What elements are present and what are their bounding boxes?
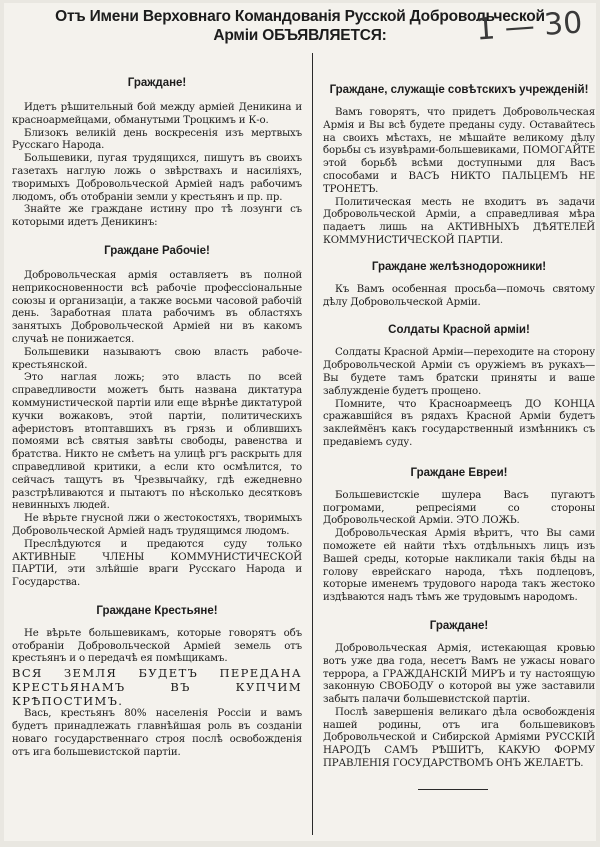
- paragraph: Большевики, пугая трудящихся, пишутъ въ своихъ газетахъ наглую ложь о звѣрствахъ и насиліяхъ, творимыхъ Добровольческой Арміей надъ рабочимъ людомъ, объ отобраніи земли у крестьянъ и пр. пр.: [12, 153, 302, 203]
- section-heading-peasants: Граждане Крестьяне!: [96, 604, 218, 617]
- paragraph: Вамъ говорятъ, что придетъ Добровольческая Армія и Вы всѣ будете преданы суду. Оставайтесь на своихъ мѣстахъ, не мѣшайте великому дѣлу борьбы съ изувѣрами-большевиками, ПОМОГАЙТЕ этой борьбѣ всѣми доступными для Васъ способами и ВАСЪ НИКТО ПАЛЬЦЕМЪ НЕ ТРОНЕТЪ.: [323, 107, 595, 195]
- paragraph: Идетъ рѣшительный бой между арміей Деникина и красноармейцами, обманутыми Троцкимъ и К-о.: [12, 102, 302, 126]
- paragraph: Близокъ великій день воскресенія изъ мертвыхъ Русскаго Народа.: [12, 127, 302, 152]
- left-column: [12, 53, 302, 835]
- paragraph: Большевистскіе шулера Васъ пугаютъ погромами, репресіями со стороны Добровольческой Арміи. ЭТО ЛОЖЬ.: [323, 489, 595, 527]
- paragraph-land-statement: ВСЯ ЗЕМЛЯ БУДЕТЪ ПЕРЕДАНА КРЕСТЬЯНАМЪ ВЪ КУПЧИМ КРѢПОСТИМЪ.: [12, 666, 302, 709]
- paragraph: Вась, крестьянъ 80% населенія Россіи и вамъ будетъ принадлежать главнѣйшая роль въ созданіи новаго государственнаго строя послѣ освобожденія отъ ига большевистской партіи.: [12, 708, 302, 758]
- paragraph: Добровольческая Армія вѣритъ, что Вы сами поможете ей найти тѣхъ отдѣльныхъ лицъ изъ Вашей среды, которые накликали такія бѣды на голову еврейскаго народа, тѣхъ подлецовъ, которые именемъ трудового народа такъ жестоко издѣваются надъ тѣмъ же трудовымъ народомъ.: [323, 528, 595, 604]
- paragraph: Добровольческая Армія, истекающая кровью вотъ уже два года, несетъ Вамъ не ужасы новаго террора, а ГРАЖДАНСКІЙ МИРЪ и ту настоящую законную СВОБОДУ о которой вы уже заставили забыть палачи большевистской партіи.: [323, 642, 595, 706]
- handwritten-note: 1 — 30: [474, 5, 584, 48]
- section-heading-citizens: Граждане!: [127, 77, 187, 89]
- paragraph: Преслѣдуются и предаются суду только АКТИВНЫЕ ЧЛЕНЫ КОММУНИСТИЧЕСКОЙ ПАРТІИ, эти злѣйшіе враги Русскаго Народа и Государства.: [12, 538, 302, 589]
- section-heading-railwaymen: Граждане желѣзнодорожники!: [371, 260, 547, 273]
- right-column: [323, 53, 595, 835]
- paragraph: Добровольческая армія оставляетъ въ полной неприкосновенности всѣ рабочіе профессіональные союзы и организаціи, а также восьми часовой рабочій день. Заработная плата рабочимъ въ областяхъ занятыхъ Добровольческой Арміей ни въ какомъ случаѣ не понижается.: [12, 269, 302, 345]
- columns-frame: [8, 53, 595, 835]
- proclamation-sheet: [4, 3, 596, 841]
- paragraph: Это наглая ложь; это власть по всей справедливости можетъ быть названа диктатура коммунистической партіи или еще вѣрнѣе диктатурой кучки вожаковъ, этой партіи, политическихъ аферистовъ втоптавшихъ въ грязь и облившихъ помоями всѣ святыя завѣты свободы, равенства и братства. Никто не смѣетъ на улицѣ ргъ раскрыть для справедливой критики, а если кто осмѣлится, то сейчасъ тащутъ въ Чрезвычайку, гдѣ ежедневно разстрѣливаются и пытаютъ по нѣсколько десятковъ невинныхъ людей.: [12, 372, 302, 512]
- section-heading-jews: Граждане Евреи!: [410, 466, 508, 479]
- section-heading-workers: Граждане Рабочіе!: [104, 244, 210, 257]
- paragraph: Къ Вамъ особенная просьба—помочь святому дѣлу Добровольческой Арміи.: [323, 283, 595, 308]
- paragraph: Помните, что Красноармеецъ ДО КОНЦА сражавшійся въ рядахъ Красной Арміи будетъ заклеймёнъ какъ государственный измѣнникъ съ предавіемъ суду.: [323, 398, 595, 448]
- paragraph: Политическая месть не входитъ въ задачи Добровольческой Арміи, а справедливая мѣра падаетъ лишь на АКТИВНЫХЪ ДѢЯТЕЛЕЙ КОММУНИСТИЧЕСКОЙ ПАРТІИ.: [323, 196, 595, 246]
- title-line-2: Арміи ОБЪЯВЛЯЕТСЯ:: [213, 27, 387, 44]
- title-line-1: Отъ Имени Верховнаго Командованія Русской Добровольческой: [55, 8, 545, 25]
- paragraph: Послѣ завершенія великаго дѣла освобожденія нашей родины, отъ ига большевиковъ Добровольческой и Сибирской Арміями РУССКІЙ НАРОДЪ САМЪ РѢШИТЪ, КАКУЮ ФОРМУ ПРАВЛЕНІЯ ГОСУДАРСТВОМЪ ОНЪ ЖЕЛАЕТЪ.: [323, 706, 595, 770]
- paragraph: Не вѣрьте гнусной лжи о жестокостяхъ, творимыхъ Добровольческой Арміей надъ трудящимся людомъ.: [12, 513, 302, 537]
- section-heading-red-army: Солдаты Красной арміи!: [388, 324, 530, 337]
- section-heading-citizens-final: Граждане!: [429, 619, 489, 632]
- paragraph: Большевики называютъ свою власть рабоче-крестьянской.: [12, 346, 302, 371]
- closing-rule: [418, 789, 488, 790]
- paragraph: Солдаты Красной Арміи—переходите на сторону Добровольческой Арміи съ оружіемъ въ рукахъ—Вы будете тамъ братски приняты и ваше заблужденіе будетъ прощено.: [323, 347, 595, 397]
- paragraph: Знайте же граждане истину про тѣ лозунги съ которыми идетъ Деникинъ:: [12, 204, 302, 229]
- paragraph: Не вѣрьте большевикамъ, которые говорятъ объ отобраніи Добровольческой Арміей земель отъ крестьянъ и о передачѣ ея помѣщикамъ.: [12, 627, 302, 665]
- column-divider: [312, 53, 313, 835]
- section-heading-officials: Граждане, служащіе совѣтскихъ учрежденій!: [329, 84, 589, 96]
